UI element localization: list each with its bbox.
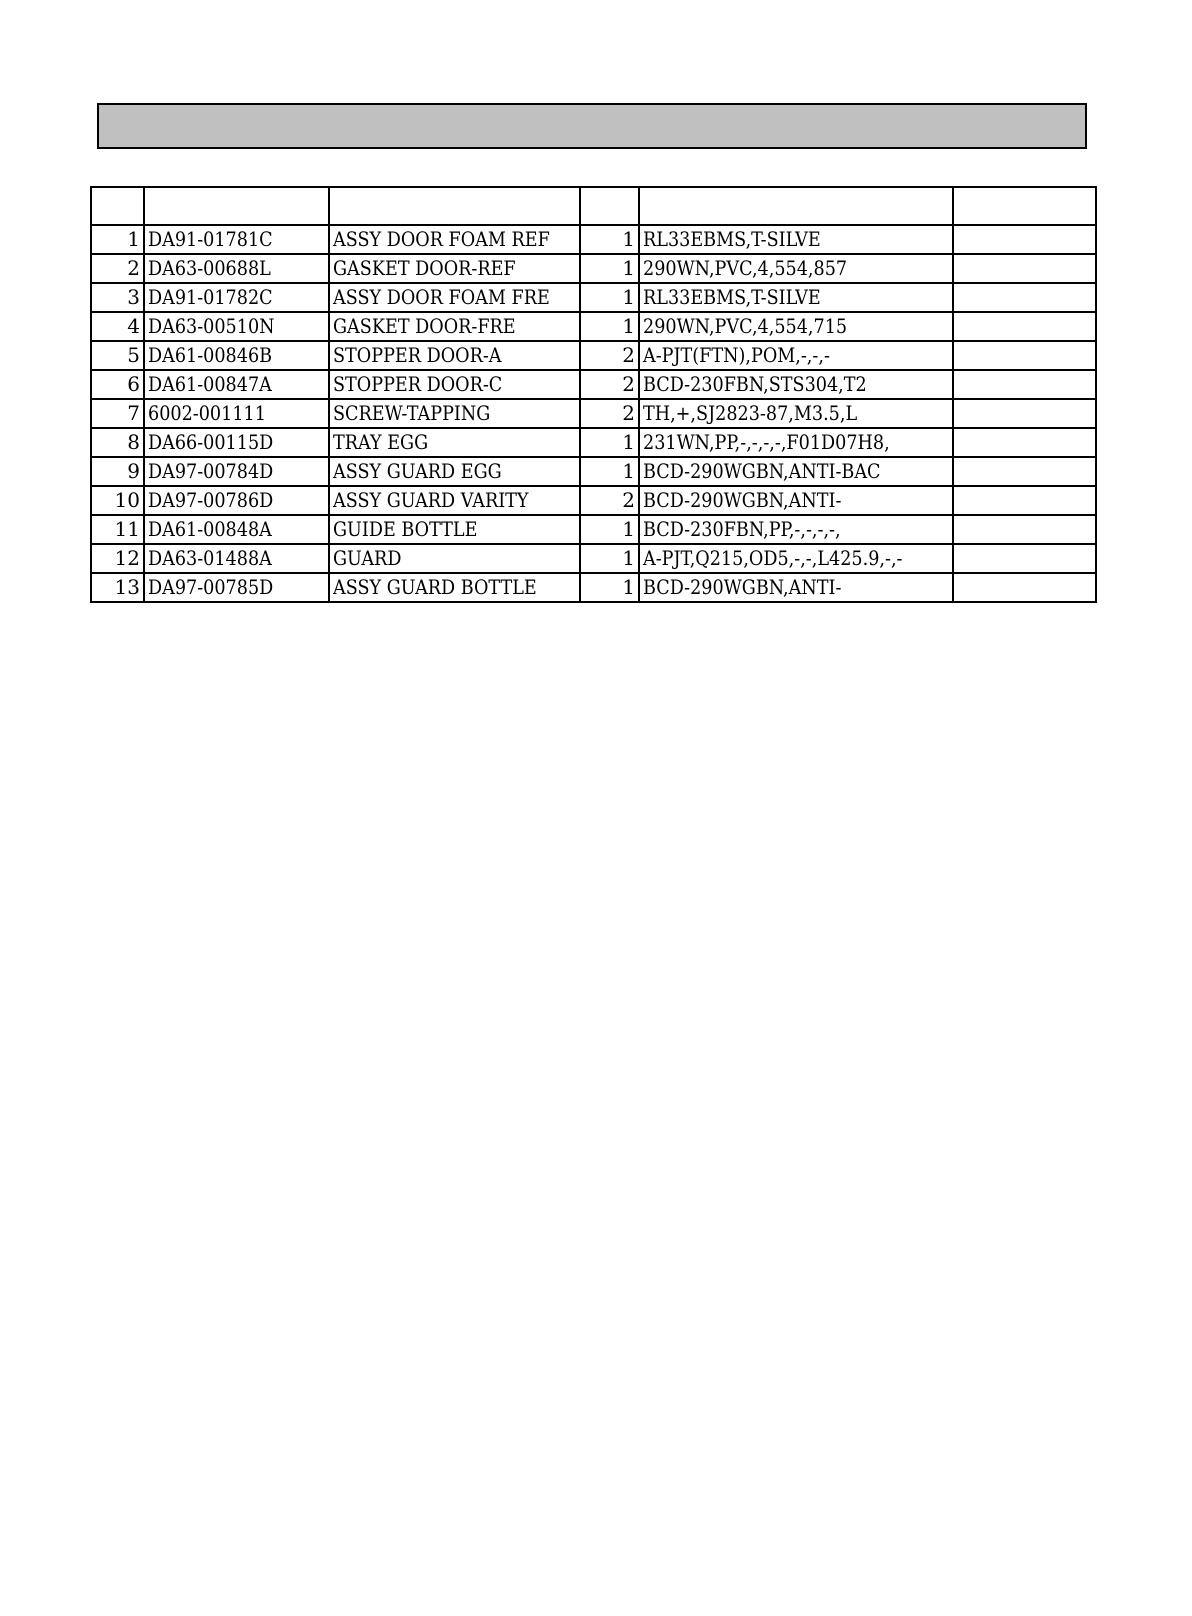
- quantity: 2: [622, 343, 635, 367]
- specification: TH,+,SJ2823-87,M3.5,L: [643, 401, 858, 425]
- part-description: ASSY DOOR FOAM REF: [333, 227, 550, 251]
- table-row: [91, 457, 1096, 486]
- specification-cell: [639, 312, 953, 341]
- part-code: DA63-01488A: [148, 546, 272, 570]
- quantity-cell: [580, 225, 639, 254]
- part-code-cell: [144, 399, 329, 428]
- part-description-cell: [329, 283, 580, 312]
- part-description-cell: [329, 399, 580, 428]
- specification: BCD-230FBN,PP,-,-,-,-,: [643, 517, 841, 541]
- table-row: [91, 544, 1096, 573]
- specification: BCD-290WGBN,ANTI-: [643, 575, 842, 599]
- quantity: 1: [622, 227, 635, 251]
- specification: BCD-290WGBN,ANTI-BAC: [643, 459, 881, 483]
- specification: RL33EBMS,T-SILVE: [643, 227, 821, 251]
- part-code-cell: [144, 515, 329, 544]
- quantity: 1: [622, 517, 635, 541]
- part-code: DA63-00688L: [148, 256, 271, 280]
- part-description: SCREW-TAPPING: [333, 401, 491, 425]
- row-number: 12: [114, 546, 140, 570]
- row-number-cell: [91, 312, 144, 341]
- row-number-cell: [91, 283, 144, 312]
- row-number-cell: [91, 573, 144, 602]
- specification: A-PJT(FTN),POM,-,-,-: [643, 343, 830, 367]
- specification-cell: [639, 370, 953, 399]
- remark-cell: [953, 370, 1096, 399]
- row-number: 9: [127, 459, 140, 483]
- part-code: DA97-00786D: [148, 488, 274, 512]
- part-description: STOPPER DOOR-A: [333, 343, 502, 367]
- part-code: DA63-00510N: [148, 314, 275, 338]
- specification-cell: [639, 457, 953, 486]
- part-description: ASSY DOOR FOAM FRE: [333, 285, 550, 309]
- row-number-cell: [91, 515, 144, 544]
- part-code: DA97-00784D: [148, 459, 274, 483]
- part-code-cell: [144, 341, 329, 370]
- quantity: 1: [622, 430, 635, 454]
- table-row: [91, 283, 1096, 312]
- part-code-cell: [144, 544, 329, 573]
- quantity: 1: [622, 285, 635, 309]
- part-description-cell: [329, 486, 580, 515]
- specification: BCD-290WGBN,ANTI-: [643, 488, 842, 512]
- quantity: 2: [622, 372, 635, 396]
- header-no: [91, 187, 144, 225]
- remark-cell: [953, 312, 1096, 341]
- header-qty: [580, 187, 639, 225]
- part-description-cell: [329, 457, 580, 486]
- specification-cell: [639, 515, 953, 544]
- part-description-cell: [329, 225, 580, 254]
- row-number: 2: [127, 256, 140, 280]
- remark-cell: [953, 225, 1096, 254]
- part-description-cell: [329, 312, 580, 341]
- quantity: 1: [622, 459, 635, 483]
- part-code: DA97-00785D: [148, 575, 274, 599]
- table-header-row: [91, 187, 1096, 225]
- row-number: 13: [114, 575, 140, 599]
- table-row: [91, 399, 1096, 428]
- specification: 231WN,PP,-,-,-,-,F01D07H8,: [643, 430, 890, 454]
- table-row: [91, 573, 1096, 602]
- specification-cell: [639, 254, 953, 283]
- specification: A-PJT,Q215,OD5,-,-,L425.9,-,-: [643, 546, 903, 570]
- part-description: STOPPER DOOR-C: [333, 372, 503, 396]
- table-row: [91, 254, 1096, 283]
- quantity: 1: [622, 314, 635, 338]
- row-number-cell: [91, 544, 144, 573]
- remark-cell: [953, 573, 1096, 602]
- part-description-cell: [329, 515, 580, 544]
- remark-cell: [953, 341, 1096, 370]
- part-description-cell: [329, 544, 580, 573]
- part-description: ASSY GUARD EGG: [333, 459, 502, 483]
- part-code: DA61-00846B: [148, 343, 273, 367]
- remark-cell: [953, 254, 1096, 283]
- remark-cell: [953, 486, 1096, 515]
- part-description-cell: [329, 341, 580, 370]
- row-number: 10: [114, 488, 140, 512]
- quantity-cell: [580, 254, 639, 283]
- header-code: [144, 187, 329, 225]
- part-code-cell: [144, 486, 329, 515]
- remark-cell: [953, 457, 1096, 486]
- table-row: [91, 341, 1096, 370]
- part-description-cell: [329, 254, 580, 283]
- quantity-cell: [580, 486, 639, 515]
- quantity-cell: [580, 341, 639, 370]
- row-number-cell: [91, 341, 144, 370]
- part-code: DA61-00848A: [148, 517, 272, 541]
- part-description: GASKET DOOR-REF: [333, 256, 516, 280]
- table-row: [91, 370, 1096, 399]
- part-code: DA91-01781C: [148, 227, 273, 251]
- table-row: [91, 225, 1096, 254]
- quantity-cell: [580, 312, 639, 341]
- part-description: TRAY EGG: [333, 430, 429, 454]
- row-number-cell: [91, 428, 144, 457]
- row-number-cell: [91, 254, 144, 283]
- table-row: [91, 428, 1096, 457]
- row-number: 7: [127, 401, 140, 425]
- part-code-cell: [144, 428, 329, 457]
- part-description: ASSY GUARD VARITY: [333, 488, 529, 512]
- header-description: [329, 187, 580, 225]
- row-number-cell: [91, 457, 144, 486]
- quantity-cell: [580, 370, 639, 399]
- quantity: 2: [622, 401, 635, 425]
- quantity: 1: [622, 256, 635, 280]
- part-code-cell: [144, 225, 329, 254]
- row-number: 11: [114, 517, 140, 541]
- part-description: GUARD: [333, 546, 402, 570]
- specification-cell: [639, 283, 953, 312]
- part-description-cell: [329, 428, 580, 457]
- quantity-cell: [580, 515, 639, 544]
- title-bar: [97, 103, 1087, 149]
- quantity: 1: [622, 575, 635, 599]
- specification-cell: [639, 225, 953, 254]
- quantity-cell: [580, 573, 639, 602]
- specification-cell: [639, 399, 953, 428]
- specification: 290WN,PVC,4,554,857: [643, 256, 848, 280]
- header-remark: [953, 187, 1096, 225]
- remark-cell: [953, 399, 1096, 428]
- row-number-cell: [91, 225, 144, 254]
- part-code: DA91-01782C: [148, 285, 273, 309]
- quantity: 1: [622, 546, 635, 570]
- table-row: [91, 486, 1096, 515]
- quantity: 2: [622, 488, 635, 512]
- quantity-cell: [580, 544, 639, 573]
- row-number-cell: [91, 486, 144, 515]
- part-description: GASKET DOOR-FRE: [333, 314, 516, 338]
- part-code: 6002-001111: [148, 401, 266, 425]
- part-code-cell: [144, 370, 329, 399]
- specification: BCD-230FBN,STS304,T2: [643, 372, 867, 396]
- header-spec: [639, 187, 953, 225]
- remark-cell: [953, 515, 1096, 544]
- quantity-cell: [580, 457, 639, 486]
- part-code: DA66-00115D: [148, 430, 274, 454]
- part-code-cell: [144, 457, 329, 486]
- part-code-cell: [144, 312, 329, 341]
- quantity-cell: [580, 399, 639, 428]
- row-number: 6: [127, 372, 140, 396]
- part-code-cell: [144, 254, 329, 283]
- row-number-cell: [91, 370, 144, 399]
- part-code: DA61-00847A: [148, 372, 272, 396]
- row-number: 8: [127, 430, 140, 454]
- row-number: 3: [127, 285, 140, 309]
- quantity-cell: [580, 428, 639, 457]
- specification-cell: [639, 486, 953, 515]
- specification: RL33EBMS,T-SILVE: [643, 285, 821, 309]
- part-description: ASSY GUARD BOTTLE: [333, 575, 537, 599]
- part-description-cell: [329, 370, 580, 399]
- part-code-cell: [144, 283, 329, 312]
- part-description-cell: [329, 573, 580, 602]
- part-description: GUIDE BOTTLE: [333, 517, 478, 541]
- row-number: 4: [127, 314, 140, 338]
- specification-cell: [639, 428, 953, 457]
- specification-cell: [639, 341, 953, 370]
- table-row: [91, 312, 1096, 341]
- part-code-cell: [144, 573, 329, 602]
- remark-cell: [953, 428, 1096, 457]
- parts-table: [90, 186, 1097, 603]
- table-row: [91, 515, 1096, 544]
- row-number-cell: [91, 399, 144, 428]
- row-number: 5: [127, 343, 140, 367]
- specification-cell: [639, 573, 953, 602]
- specification: 290WN,PVC,4,554,715: [643, 314, 848, 338]
- quantity-cell: [580, 283, 639, 312]
- row-number: 1: [127, 227, 140, 251]
- remark-cell: [953, 283, 1096, 312]
- specification-cell: [639, 544, 953, 573]
- remark-cell: [953, 544, 1096, 573]
